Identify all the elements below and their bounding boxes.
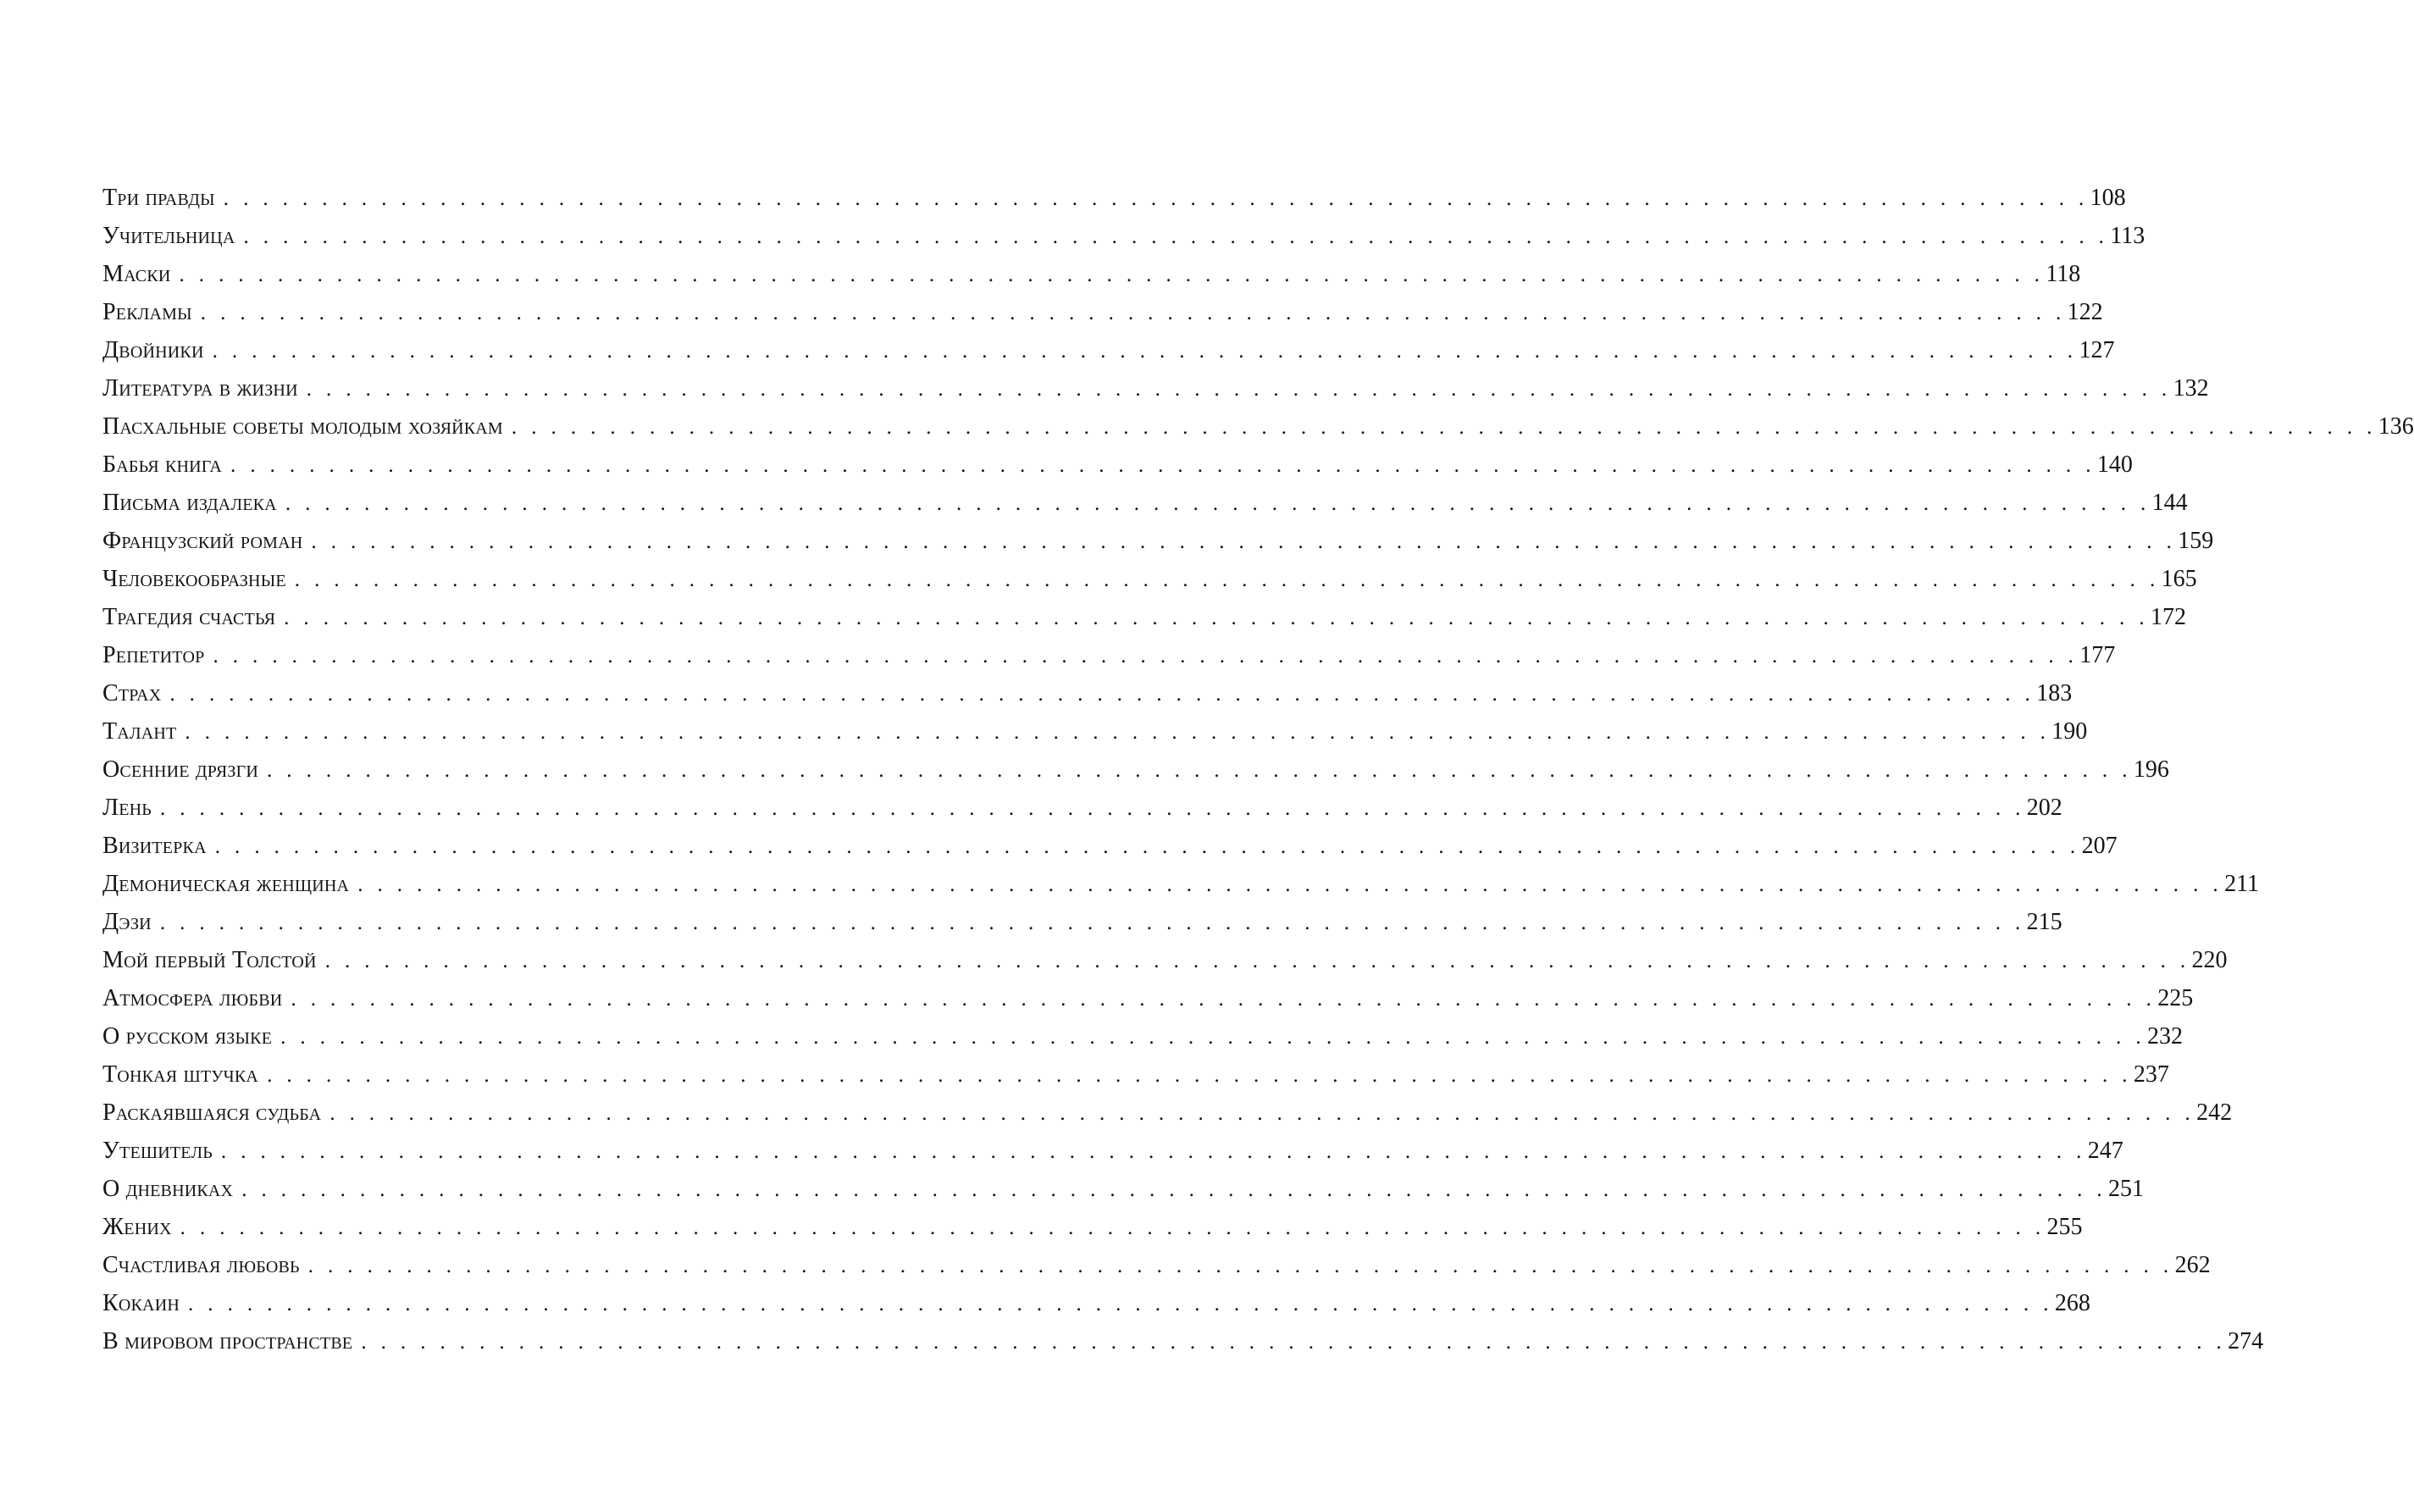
toc-dot-leader: . . . . . . . . . . . . . . . . . . . . . . . . . . . . . . . . . . . . . . . . . . . . . . . . . . . . . . . . . . . . . . . . . . . . . . . . . . . . . . . . . . . . . . . . . . . . . . . <box>179 263 2045 286</box>
toc-entry-title: Счастливая любовь <box>102 1252 300 1278</box>
toc-entry <box>102 1210 2083 1249</box>
toc-dot-leader: . . . . . . . . . . . . . . . . . . . . . . . . . . . . . . . . . . . . . . . . . . . . . . . . . . . . . . . . . . . . . . . . . . . . . . . . . . . . . . . . . . . . . . . . . . . . . . . <box>280 1026 2145 1049</box>
toc-entry-title: Страх <box>102 680 162 706</box>
toc-entry <box>102 944 2228 982</box>
toc-entry <box>102 982 2194 1020</box>
toc-entry <box>102 562 2197 601</box>
toc-entry <box>102 296 2103 334</box>
toc-dot-leader: . . . . . . . . . . . . . . . . . . . . . . . . . . . . . . . . . . . . . . . . . . . . . . . . . . . . . . . . . . . . . . . . . . . . . . . . . . . . . . . . . . . . . . . . . . . . . . . <box>361 1331 2227 1354</box>
toc-entry-title: Пасхальные советы молодым хозяйкам <box>102 413 503 440</box>
toc-dot-leader: . . . . . . . . . . . . . . . . . . . . . . . . . . . . . . . . . . . . . . . . . . . . . . . . . . . . . . . . . . . . . . . . . . . . . . . . . . . . . . . . . . . . . . . . . . . . . . . <box>159 911 2025 934</box>
toc-entry <box>102 715 2088 753</box>
toc-entry-title: Утешитель <box>102 1138 213 1164</box>
toc-dot-leader: . . . . . . . . . . . . . . . . . . . . . . . . . . . . . . . . . . . . . . . . . . . . . . . . . . . . . . . . . . . . . . . . . . . . . . . . . . . . . . . . . . . . . . . . . . . . . . . <box>307 1254 2173 1277</box>
toc-entry-title: Осенние дрязги <box>102 756 258 783</box>
toc-page-number: 220 <box>2191 947 2228 973</box>
toc-page-number: 207 <box>2081 833 2118 859</box>
toc-page-number: 140 <box>2096 451 2133 478</box>
toc-page-number: 144 <box>2151 490 2188 516</box>
toc-entry-title: Тонкая штучка <box>102 1061 259 1088</box>
toc-dot-leader: . . . . . . . . . . . . . . . . . . . . . . . . . . . . . . . . . . . . . . . . . . . . . . . . . . . . . . . . . . . . . . . . . . . . . . . . . . . . . . . . . . . . . . . . . . . . . . . <box>285 492 2151 515</box>
toc-entry-title: Жених <box>102 1214 172 1240</box>
toc-page-number: 190 <box>2051 718 2088 745</box>
toc-entry-title: Талант <box>102 718 177 745</box>
toc-entry-title: Дэзи <box>102 909 152 935</box>
toc-page-number: 262 <box>2174 1252 2211 1278</box>
toc-dot-leader: . . . . . . . . . . . . . . . . . . . . . . . . . . . . . . . . . . . . . . . . . . . . . . . . . . . . . . . . . . . . . . . . . . . . . . . . . . . . . . . . . . . . . . . . . . . . . . . <box>294 568 2160 591</box>
toc-entry <box>102 372 2209 410</box>
toc-dot-leader: . . . . . . . . . . . . . . . . . . . . . . . . . . . . . . . . . . . . . . . . . . . . . . . . . . . . . . . . . . . . . . . . . . . . . . . . . . . . . . . . . . . . . . . . . . . . . . . <box>291 988 2157 1011</box>
toc-entry-title: Лень <box>102 795 152 821</box>
toc-page-number: 242 <box>2196 1099 2233 1126</box>
toc-dot-leader: . . . . . . . . . . . . . . . . . . . . . . . . . . . . . . . . . . . . . . . . . . . . . . . . . . . . . . . . . . . . . . . . . . . . . . . . . . . . . . . . . . . . . . . . . . . . . . . <box>284 606 2149 629</box>
toc-entry <box>102 219 2145 258</box>
toc-dot-leader: . . . . . . . . . . . . . . . . . . . . . . . . . . . . . . . . . . . . . . . . . . . . . . . . . . . . . . . . . . . . . . . . . . . . . . . . . . . . . . . . . . . . . . . . . . . . . . . <box>230 454 2096 477</box>
toc-page-number: 215 <box>2026 909 2062 935</box>
toc-dot-leader: . . . . . . . . . . . . . . . . . . . . . . . . . . . . . . . . . . . . . . . . . . . . . . . . . . . . . . . . . . . . . . . . . . . . . . . . . . . . . . . . . . . . . . . . . . . . . . . <box>324 950 2190 972</box>
toc-entry-title: Литература в жизни <box>102 375 298 402</box>
toc-dot-leader: . . . . . . . . . . . . . . . . . . . . . . . . . . . . . . . . . . . . . . . . . . . . . . . . . . . . . . . . . . . . . . . . . . . . . . . . . . . . . . . . . . . . . . . . . . . . . . . <box>241 1178 2107 1201</box>
toc-dot-leader: . . . . . . . . . . . . . . . . . . . . . . . . . . . . . . . . . . . . . . . . . . . . . . . . . . . . . . . . . . . . . . . . . . . . . . . . . . . . . . . . . . . . . . . . . . . . . . . <box>169 683 2035 706</box>
toc-dot-leader: . . . . . . . . . . . . . . . . . . . . . . . . . . . . . . . . . . . . . . . . . . . . . . . . . . . . . . . . . . . . . . . . . . . . . . . . . . . . . . . . . . . . . . . . . . . . . . . <box>243 225 2109 248</box>
toc-entry <box>102 1325 2264 1363</box>
toc-dot-leader: . . . . . . . . . . . . . . . . . . . . . . . . . . . . . . . . . . . . . . . . . . . . . . . . . . . . . . . . . . . . . . . . . . . . . . . . . . . . . . . . . . . . . . . . . . . . . . . <box>267 1064 2132 1087</box>
toc-entry <box>102 791 2062 829</box>
toc-entry <box>102 906 2062 944</box>
toc-entry-title: О русском языке <box>102 1023 273 1050</box>
toc-page-number: 127 <box>2079 337 2115 363</box>
toc-entry-title: Три правды <box>102 185 215 211</box>
toc-page-number: 211 <box>2224 871 2260 897</box>
toc-entry-title: Письма издалека <box>102 490 277 516</box>
toc-dot-leader: . . . . . . . . . . . . . . . . . . . . . . . . . . . . . . . . . . . . . . . . . . . . . . . . . . . . . . . . . . . . . . . . . . . . . . . . . . . . . . . . . . . . . . . . . . . . . . . <box>329 1102 2195 1125</box>
toc-page-number: 183 <box>2036 680 2073 706</box>
toc-page-number: 177 <box>2079 642 2116 668</box>
toc-page-number: 108 <box>2090 185 2126 211</box>
toc-entry <box>102 258 2081 296</box>
table-of-contents <box>102 181 2414 1363</box>
toc-entry <box>102 753 2169 791</box>
toc-entry <box>102 1134 2123 1172</box>
toc-entry-title: Бабья книга <box>102 451 223 478</box>
toc-dot-leader: . . . . . . . . . . . . . . . . . . . . . . . . . . . . . . . . . . . . . . . . . . . . . . . . . . . . . . . . . . . . . . . . . . . . . . . . . . . . . . . . . . . . . . . . . . . . . . . <box>311 530 2177 553</box>
toc-page-number: 172 <box>2150 604 2186 630</box>
toc-page-number: 132 <box>2173 375 2209 402</box>
toc-page-number: 237 <box>2133 1061 2169 1088</box>
toc-entry-title: Французский роман <box>102 528 303 554</box>
toc-page-number: 122 <box>2067 299 2103 325</box>
toc-page-number: 113 <box>2110 223 2145 249</box>
toc-page-number: 202 <box>2026 795 2062 821</box>
toc-entry-title: Визитерка <box>102 833 207 859</box>
toc-entry-title: О дневниках <box>102 1176 234 1202</box>
toc-entry <box>102 486 2188 524</box>
toc-entry <box>102 334 2115 372</box>
toc-entry <box>102 1020 2183 1058</box>
toc-entry-title: Репетитор <box>102 642 205 668</box>
toc-entry <box>102 524 2214 562</box>
toc-entry <box>102 1096 2233 1134</box>
toc-entry-title: Рекламы <box>102 299 192 325</box>
toc-entry <box>102 1287 2090 1325</box>
toc-entry <box>102 677 2073 715</box>
toc-entry-title: Двойники <box>102 337 204 363</box>
toc-entry-title: Демоническая женщина <box>102 871 350 897</box>
toc-entry-title: Мой первый Толстой <box>102 947 317 973</box>
toc-page-number: 247 <box>2087 1138 2123 1164</box>
toc-page-number: 118 <box>2046 261 2081 287</box>
toc-entry-title: Трагедия счастья <box>102 604 276 630</box>
toc-page-number: 274 <box>2228 1328 2264 1354</box>
toc-page-number: 136 <box>2378 413 2414 440</box>
toc-dot-leader: . . . . . . . . . . . . . . . . . . . . . . . . . . . . . . . . . . . . . . . . . . . . . . . . . . . . . . . . . . . . . . . . . . . . . . . . . . . . . . . . . . . . . . . . . . . . . . . <box>511 416 2377 439</box>
toc-entry <box>102 181 2126 219</box>
toc-entry-title: Человекообразные <box>102 566 286 592</box>
toc-entry <box>102 601 2186 639</box>
toc-dot-leader: . . . . . . . . . . . . . . . . . . . . . . . . . . . . . . . . . . . . . . . . . . . . . . . . . . . . . . . . . . . . . . . . . . . . . . . . . . . . . . . . . . . . . . . . . . . . . . . <box>223 187 2089 210</box>
toc-dot-leader: . . . . . . . . . . . . . . . . . . . . . . . . . . . . . . . . . . . . . . . . . . . . . . . . . . . . . . . . . . . . . . . . . . . . . . . . . . . . . . . . . . . . . . . . . . . . . . . <box>188 1293 2053 1315</box>
toc-entry <box>102 867 2260 906</box>
toc-dot-leader: . . . . . . . . . . . . . . . . . . . . . . . . . . . . . . . . . . . . . . . . . . . . . . . . . . . . . . . . . . . . . . . . . . . . . . . . . . . . . . . . . . . . . . . . . . . . . . . <box>214 835 2080 858</box>
toc-dot-leader: . . . . . . . . . . . . . . . . . . . . . . . . . . . . . . . . . . . . . . . . . . . . . . . . . . . . . . . . . . . . . . . . . . . . . . . . . . . . . . . . . . . . . . . . . . . . . . . <box>357 873 2223 896</box>
toc-entry-title: Кокаин <box>102 1290 180 1316</box>
toc-dot-leader: . . . . . . . . . . . . . . . . . . . . . . . . . . . . . . . . . . . . . . . . . . . . . . . . . . . . . . . . . . . . . . . . . . . . . . . . . . . . . . . . . . . . . . . . . . . . . . . <box>213 645 2079 667</box>
toc-entry-title: Атмосфера любви <box>102 985 283 1011</box>
toc-dot-leader: . . . . . . . . . . . . . . . . . . . . . . . . . . . . . . . . . . . . . . . . . . . . . . . . . . . . . . . . . . . . . . . . . . . . . . . . . . . . . . . . . . . . . . . . . . . . . . . <box>200 302 2066 324</box>
toc-dot-leader: . . . . . . . . . . . . . . . . . . . . . . . . . . . . . . . . . . . . . . . . . . . . . . . . . . . . . . . . . . . . . . . . . . . . . . . . . . . . . . . . . . . . . . . . . . . . . . . <box>220 1140 2086 1163</box>
toc-entry-title: Учительница <box>102 223 235 249</box>
toc-page-number: 255 <box>2046 1214 2083 1240</box>
toc-page-number: 251 <box>2108 1176 2145 1202</box>
toc-entry <box>102 410 2414 448</box>
toc-dot-leader: . . . . . . . . . . . . . . . . . . . . . . . . . . . . . . . . . . . . . . . . . . . . . . . . . . . . . . . . . . . . . . . . . . . . . . . . . . . . . . . . . . . . . . . . . . . . . . . <box>212 340 2078 363</box>
toc-page-number: 232 <box>2146 1023 2183 1050</box>
toc-entry <box>102 1058 2169 1096</box>
toc-entry-title: Маски <box>102 261 171 287</box>
toc-page-number: 196 <box>2133 756 2169 783</box>
toc-page-number: 268 <box>2054 1290 2090 1316</box>
toc-dot-leader: . . . . . . . . . . . . . . . . . . . . . . . . . . . . . . . . . . . . . . . . . . . . . . . . . . . . . . . . . . . . . . . . . . . . . . . . . . . . . . . . . . . . . . . . . . . . . . . <box>306 378 2172 401</box>
toc-dot-leader: . . . . . . . . . . . . . . . . . . . . . . . . . . . . . . . . . . . . . . . . . . . . . . . . . . . . . . . . . . . . . . . . . . . . . . . . . . . . . . . . . . . . . . . . . . . . . . . <box>159 797 2025 820</box>
toc-dot-leader: . . . . . . . . . . . . . . . . . . . . . . . . . . . . . . . . . . . . . . . . . . . . . . . . . . . . . . . . . . . . . . . . . . . . . . . . . . . . . . . . . . . . . . . . . . . . . . . <box>185 721 2051 744</box>
toc-entry <box>102 1172 2145 1210</box>
toc-dot-leader: . . . . . . . . . . . . . . . . . . . . . . . . . . . . . . . . . . . . . . . . . . . . . . . . . . . . . . . . . . . . . . . . . . . . . . . . . . . . . . . . . . . . . . . . . . . . . . . <box>267 759 2132 782</box>
toc-page-number: 225 <box>2157 985 2194 1011</box>
toc-entry-title: Раскаявшаяся судьба <box>102 1099 322 1126</box>
toc-entry <box>102 829 2118 867</box>
toc-dot-leader: . . . . . . . . . . . . . . . . . . . . . . . . . . . . . . . . . . . . . . . . . . . . . . . . . . . . . . . . . . . . . . . . . . . . . . . . . . . . . . . . . . . . . . . . . . . . . . . <box>180 1216 2046 1239</box>
toc-page-number: 165 <box>2161 566 2197 592</box>
toc-entry <box>102 448 2133 486</box>
toc-entry-title: В мировом пространстве <box>102 1328 353 1354</box>
toc-entry <box>102 1249 2211 1287</box>
toc-page-number: 159 <box>2178 528 2214 554</box>
toc-entry <box>102 639 2116 677</box>
